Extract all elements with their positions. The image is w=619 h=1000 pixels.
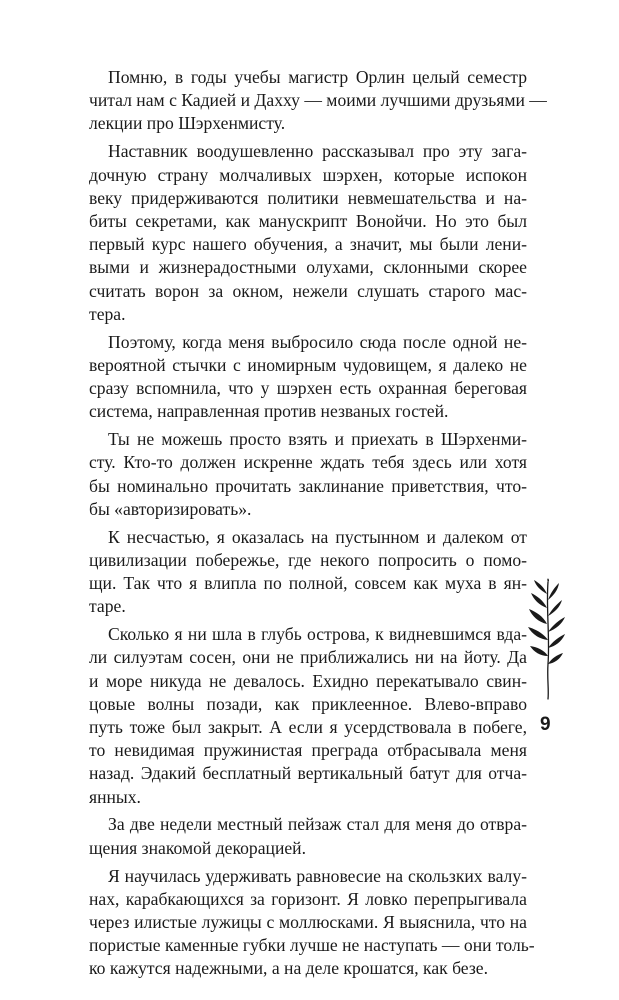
page-number: 9 [540, 714, 551, 735]
text-line: Ты не можешь просто взять и приехать в Шэрхенми- [108, 429, 527, 450]
text-line: тера. [89, 303, 126, 324]
text-line: щи. Так что я влипла по полной, совсем как муха в ян- [89, 573, 527, 594]
text-line: нах, карабкающихся за горизонт. Я ловко перепрыгивала [89, 888, 527, 909]
text-line: путь тоже был закрыт. А если я усердствовала в побеге, [89, 716, 527, 737]
text-line: лекции про Шэрхенмисту. [89, 113, 286, 134]
text-line: ли силуэтам сосен, они не приближались ни на йоту. Да [89, 647, 527, 668]
text-line: назад. Эдакий бесплатный вертикальный батут для отча- [89, 763, 527, 784]
text-line: первый курс нашего обучения, а значит, мы были лени- [89, 234, 527, 255]
text-line: К несчастью, я оказалась на пустынном и далеком от [108, 526, 527, 547]
text-line: цовые волны позади, как приклеенное. Влево-вправо [89, 693, 527, 714]
text-line: через илистые лужицы с моллюсками. Я выяснила, что на [89, 911, 527, 932]
paragraph [89, 813, 527, 859]
page-body-text [89, 66, 547, 985]
text-line: цивилизации побережье, где некого попросить о помо- [89, 549, 527, 570]
paragraph [89, 526, 527, 619]
text-line: За две недели местный пейзаж стал для меня до отвра- [108, 814, 527, 835]
text-line: веку придерживаются политики невмешательства и на- [89, 187, 527, 208]
text-line: бы «авторизировать». [89, 498, 252, 519]
paragraph [89, 331, 527, 424]
text-line: и море никуда не девалось. Ехидно перекатывало свин- [89, 670, 527, 691]
text-line: выми и жизнерадостными олухами, склонными скорее [89, 257, 527, 278]
text-line: пористые каменные губки лучше не наступать — они толь- [89, 935, 535, 956]
text-line: биты секретами, как манускрипт Вонойчи. Но это был [89, 210, 527, 231]
text-line: то невидимая пружинистая преграда отбрасывала меня [89, 740, 527, 761]
text-line: таре. [89, 596, 126, 617]
text-line: Наставник воодушевленно рассказывал про эту зага- [108, 141, 527, 162]
leaf-sprig-icon [524, 578, 570, 700]
text-line: считать ворон за окном, нежели слушать старого мас- [89, 280, 527, 301]
paragraph [89, 865, 535, 981]
paragraph [89, 623, 527, 809]
paragraph [89, 140, 527, 326]
text-line: Я научилась удерживать равновесие на скользких валу- [108, 865, 527, 886]
text-line: щения знакомой декорацией. [89, 837, 306, 858]
paragraph [89, 428, 527, 521]
text-line: Сколько я ни шла в глубь острова, к видневшимся вда- [108, 624, 527, 645]
text-line: читал нам с Кадией и Дахху — моими лучшими друзьями — [89, 90, 547, 111]
text-line: Поэтому, когда меня выбросило сюда после одной не- [108, 331, 527, 352]
text-line: бы номинально прочитать заклинание приветствия, что- [89, 475, 527, 496]
text-line: сту. Кто-то должен искренне ждать тебя здесь или хотя [89, 452, 527, 473]
text-line: дочную страну молчаливых шэрхен, которые испокон [89, 164, 527, 185]
paragraph [89, 66, 547, 136]
text-line: вероятной стычки с иномирным чудовищем, я далеко не [89, 354, 527, 375]
text-line: Помню, в годы учебы магистр Орлин целый семестр [108, 67, 527, 87]
text-line: ко кажутся надежными, а на деле крошатся, как безе. [89, 958, 488, 979]
text-line: сразу вспомнила, что у шэрхен есть охранная береговая [89, 378, 527, 399]
text-line: система, направленная против незваных гостей. [89, 401, 449, 422]
text-line: янных. [89, 786, 141, 807]
